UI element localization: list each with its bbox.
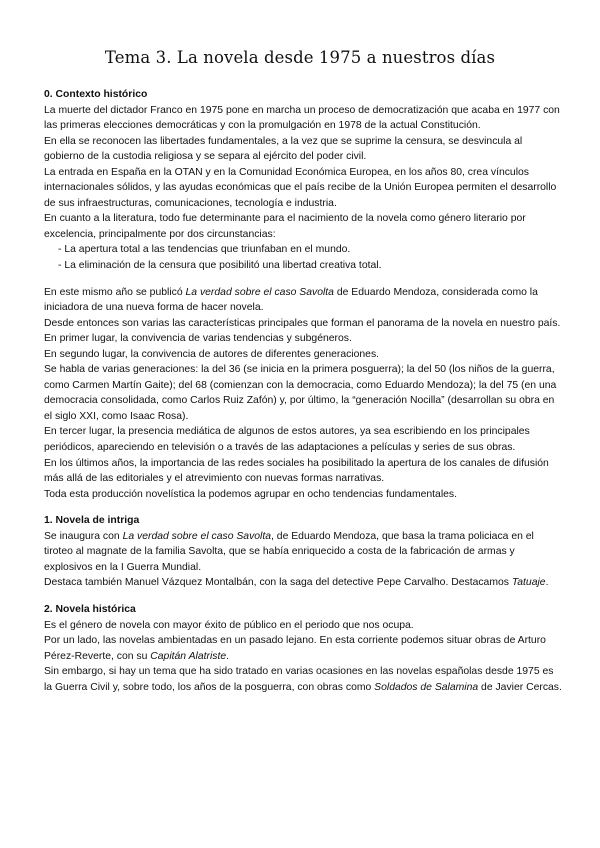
text: .	[545, 577, 549, 589]
paragraph: Toda esta producción novelística la podemos agrupar en ocho tendencias fundamentales.	[44, 488, 458, 500]
paragraph	[44, 575, 562, 591]
paragraph: En los últimos años, la importancia de las redes sociales ha posibilitado la apertura de los canales de difusión más allá de las editoriales y el atrevimiento con nuevas formas narrativas.	[44, 457, 549, 485]
paragraph: La entrada en España en la OTAN y en la Comunidad Económica Europea, en los años 80, crea vínculos internacionales sólidos, y las ayudas económicas que el país recibe de la Unión Europea permiten el desarrollo de sus infraestructuras, comunicaciones, tecnología e industria.	[44, 166, 557, 209]
book-title: La verdad sobre el caso Savolta	[185, 286, 334, 298]
bullet-item: - La eliminación de la censura que posibilitó una libertad creativa total.	[58, 260, 382, 272]
text: de Javier Cercas.	[478, 681, 562, 693]
paragraph: En tercer lugar, la presencia mediática de algunos de estos autores, ya sea escribiendo en los principales periódicos, apareciendo en televisión o a través de las adaptaciones a películas y series de sus obras.	[44, 426, 530, 454]
text: Sin embargo, si hay un tema que ha sido tratado en varias ocasiones en las novelas españolas desde 1975 es la Guerra Civil y, sobre todo, los años de la posguerra, con obras como	[44, 666, 554, 693]
spacer	[44, 502, 562, 513]
text: Se inaugura con	[44, 530, 123, 542]
book-title: Tatuaje	[511, 577, 546, 589]
paragraph: En ella se reconocen las libertades fundamentales, a la vez que se suprime la censura, se desvincula al gobierno de la custodia religiosa y se separa al ejército del poder civil.	[44, 135, 523, 163]
document-title: Tema 3. La novela desde 1975 a nuestros días	[104, 48, 496, 67]
paragraph: Es el género de novela con mayor éxito de público en el periodo que nos ocupa.	[44, 619, 414, 631]
spacer	[44, 591, 562, 602]
paragraph	[44, 529, 562, 576]
text: Destaca también Manuel Vázquez Montalbán, con la saga del detective Pepe Carvalho. Destacamos	[44, 577, 512, 589]
paragraph	[44, 285, 562, 316]
text: de Eduardo Mendoza, considerada como la iniciadora de una nueva forma de hacer novela.	[44, 286, 538, 314]
paragraph	[44, 664, 562, 695]
book-title: Soldados de Salamina	[374, 681, 479, 693]
paragraph: En cuanto a la literatura, todo fue determinante para el nacimiento de la novela como género literario por excelencia, principalmente por dos circunstancias:	[44, 213, 526, 240]
document-body	[44, 87, 562, 695]
paragraph: Desde entonces son varias las características principales que forman el panorama de la novela en nuestro país.	[44, 317, 561, 329]
paragraph	[44, 633, 562, 664]
section-heading-intriga: 1. Novela de intriga	[44, 515, 140, 527]
text: Por un lado, las novelas ambientadas en un pasado lejano. En esta corriente podemos situar obras de Arturo Pérez-Reverte, con su	[44, 635, 546, 662]
book-title: La verdad sobre el caso Savolta	[122, 530, 272, 542]
bullet-item: - La apertura total a las tendencias que triunfaban en el mundo.	[58, 244, 351, 256]
paragraph: En segundo lugar, la convivencia de autores de diferentes generaciones.	[44, 348, 380, 360]
paragraph: La muerte del dictador Franco en 1975 pone en marcha un proceso de democratización que acaba en 1977 con las primeras elecciones democráticas y con la promulgación en 1978 de la actual Constitución.	[44, 104, 560, 132]
text: En este mismo año se publicó	[44, 286, 186, 298]
spacer	[44, 274, 562, 285]
paragraph: Se habla de varias generaciones: la del 36 (se inicia en la primera posguerra); la del 50 (los niños de la guerra, como Carmen Martín Gaite); del 68 (comienzan con la democracia, como Eduardo Mendoza); la del 75 (en una democracia consolidada, como Carlos Ruiz Zafón) y, por último, la “generación Nocilla” (desarrollan su obra en el siglo XXI, como Isaac Rosa).	[44, 364, 557, 422]
book-title: Capitán Alatriste	[150, 650, 227, 662]
text: .	[226, 650, 230, 662]
text: , de Eduardo Mendoza, que basa la trama policiaca en el tiroteo al magnate de la familia Savolta, que se había enriquecido a costa de la fabricación de armas y explosivos en la I Guerra Mundial.	[44, 530, 534, 573]
section-heading-contexto: 0. Contexto histórico	[44, 89, 148, 100]
paragraph: En primer lugar, la convivencia de varias tendencias y subgéneros.	[44, 333, 352, 345]
section-heading-historica: 2. Novela histórica	[44, 603, 136, 615]
